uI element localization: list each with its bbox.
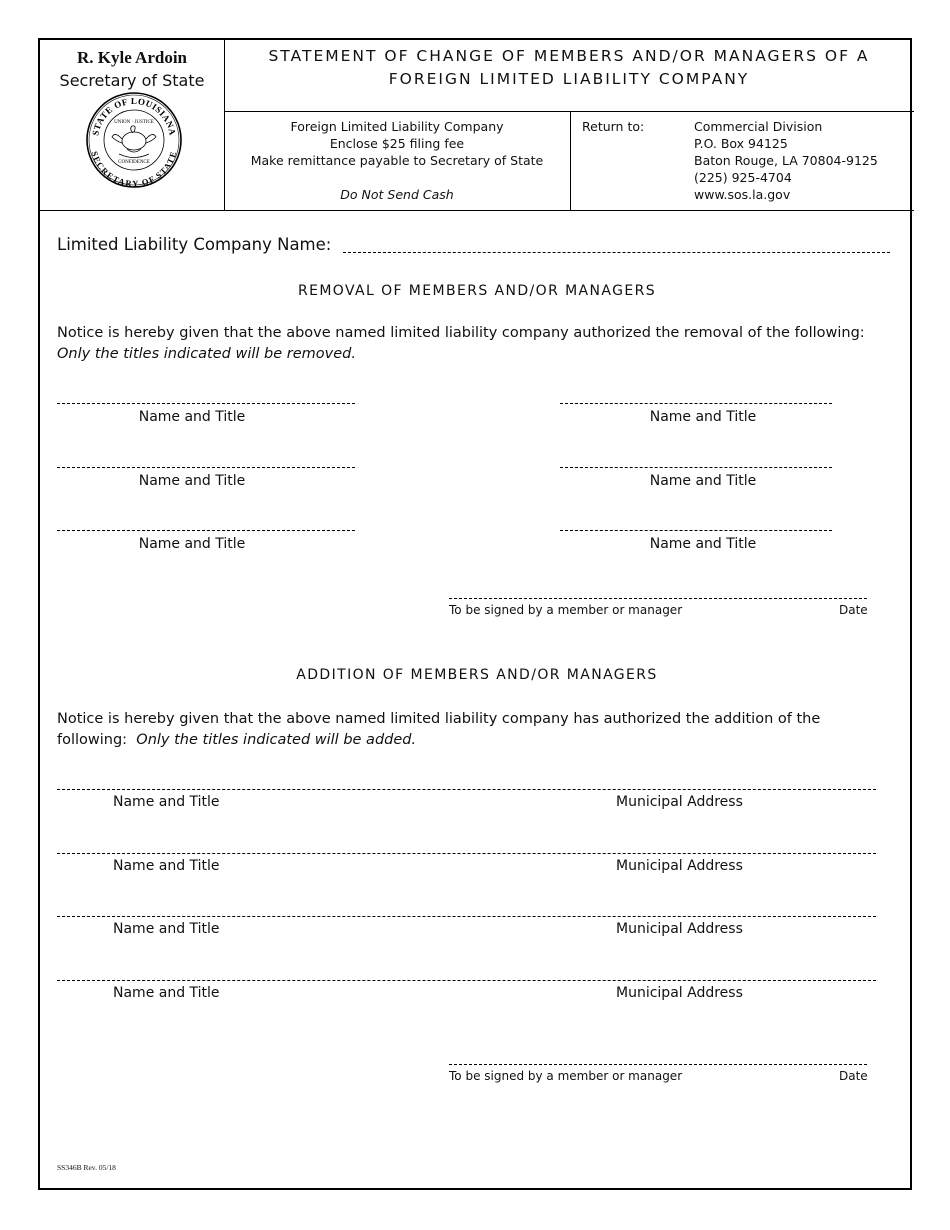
- addition-address-label-2: Municipal Address: [616, 858, 743, 874]
- return-address-line-1: Commercial Division: [694, 119, 823, 134]
- removal-notice-text: Notice is hereby given that the above named limited liability company authorized the removal of the following:: [57, 325, 865, 341]
- addition-row-field-4[interactable]: [57, 980, 876, 981]
- return-address-line-2: P.O. Box 94125: [694, 136, 788, 151]
- addition-address-label-3: Municipal Address: [616, 921, 743, 937]
- removal-name-label-2: Name and Title: [649, 409, 757, 425]
- return-address-line-3: Baton Rouge, LA 70804-9125: [694, 153, 878, 168]
- fee-info-line-2: Enclose $25 filing fee: [329, 136, 465, 151]
- removal-date-label: Date: [839, 603, 868, 617]
- removal-notice-italic: Only the titles indicated will be removed.: [57, 346, 356, 362]
- removal-name-label-1: Name and Title: [138, 409, 246, 425]
- removal-name-field-2[interactable]: [560, 403, 832, 404]
- removal-name-field-5[interactable]: [57, 530, 355, 531]
- svg-text:STATE OF LOUISIANA: [90, 96, 178, 136]
- fee-info-line-1: Foreign Limited Liability Company: [290, 119, 504, 134]
- seal-motto-2: CONFIDENCE: [118, 160, 150, 165]
- form-frame: [38, 38, 912, 1190]
- addition-address-label-4: Municipal Address: [616, 985, 743, 1001]
- title-divider: [224, 111, 914, 112]
- addition-notice-italic: Only the titles indicated will be added.: [136, 732, 417, 748]
- addition-date-label: Date: [839, 1069, 868, 1083]
- addition-heading: ADDITION OF MEMBERS AND/OR MANAGERS: [296, 667, 658, 683]
- addition-row-field-2[interactable]: [57, 853, 876, 854]
- removal-signature-label: To be signed by a member or manager: [449, 603, 683, 617]
- addition-signature-field[interactable]: [449, 1064, 867, 1065]
- fee-info-line-3: Make remittance payable to Secretary of State: [250, 153, 544, 168]
- removal-name-label-5: Name and Title: [138, 536, 246, 552]
- removal-name-label-4: Name and Title: [649, 473, 757, 489]
- company-name-field[interactable]: [343, 252, 890, 253]
- removal-signature-field[interactable]: [449, 598, 867, 599]
- removal-heading: REMOVAL OF MEMBERS AND/OR MANAGERS: [297, 283, 657, 299]
- seal-ring-bottom: SECRETARY OF STATE: [89, 150, 179, 189]
- removal-name-label-3: Name and Title: [138, 473, 246, 489]
- addition-address-label-1: Municipal Address: [616, 794, 743, 810]
- header-bottom-divider: [40, 210, 914, 211]
- addition-name-label-1: Name and Title: [113, 794, 220, 810]
- removal-name-label-6: Name and Title: [649, 536, 757, 552]
- state-seal-icon: [85, 91, 183, 189]
- company-name-label: Limited Liability Company Name:: [57, 235, 332, 254]
- seal-motto: UNION · JUSTICE: [114, 120, 154, 125]
- addition-name-label-2: Name and Title: [113, 858, 220, 874]
- info-divider: [570, 111, 571, 210]
- removal-name-field-4[interactable]: [560, 467, 832, 468]
- removal-name-field-6[interactable]: [560, 530, 832, 531]
- addition-row-field-3[interactable]: [57, 916, 876, 917]
- form-number: SS346B Rev. 05/18: [57, 1163, 116, 1172]
- addition-name-label-3: Name and Title: [113, 921, 220, 937]
- addition-signature-label: To be signed by a member or manager: [449, 1069, 683, 1083]
- form-title-line-1: STATEMENT OF CHANGE OF MEMBERS AND/OR MANAGERS OF A: [268, 47, 870, 65]
- seal-ring-top: STATE OF LOUISIANA: [90, 95, 178, 137]
- return-to-label: Return to:: [582, 119, 645, 134]
- removal-notice: [57, 323, 897, 365]
- removal-name-field-1[interactable]: [57, 403, 355, 404]
- addition-notice-text: Notice is hereby given that the above named limited liability company has authorized the addition of the following:: [57, 711, 821, 748]
- return-phone: (225) 925-4704: [694, 170, 792, 185]
- addition-row-field-1[interactable]: [57, 789, 876, 790]
- return-website: www.sos.la.gov: [694, 187, 791, 202]
- official-name: R. Kyle Ardoin: [76, 48, 188, 67]
- svg-text:SECRETARY OF STATE: [90, 150, 179, 188]
- addition-name-label-4: Name and Title: [113, 985, 220, 1001]
- fee-info-no-cash: Do Not Send Cash: [340, 187, 454, 202]
- addition-notice: [57, 709, 897, 751]
- form-title-line-2: FOREIGN LIMITED LIABILITY COMPANY: [388, 70, 750, 88]
- office-title: Secretary of State: [59, 71, 205, 90]
- removal-name-field-3[interactable]: [57, 467, 355, 468]
